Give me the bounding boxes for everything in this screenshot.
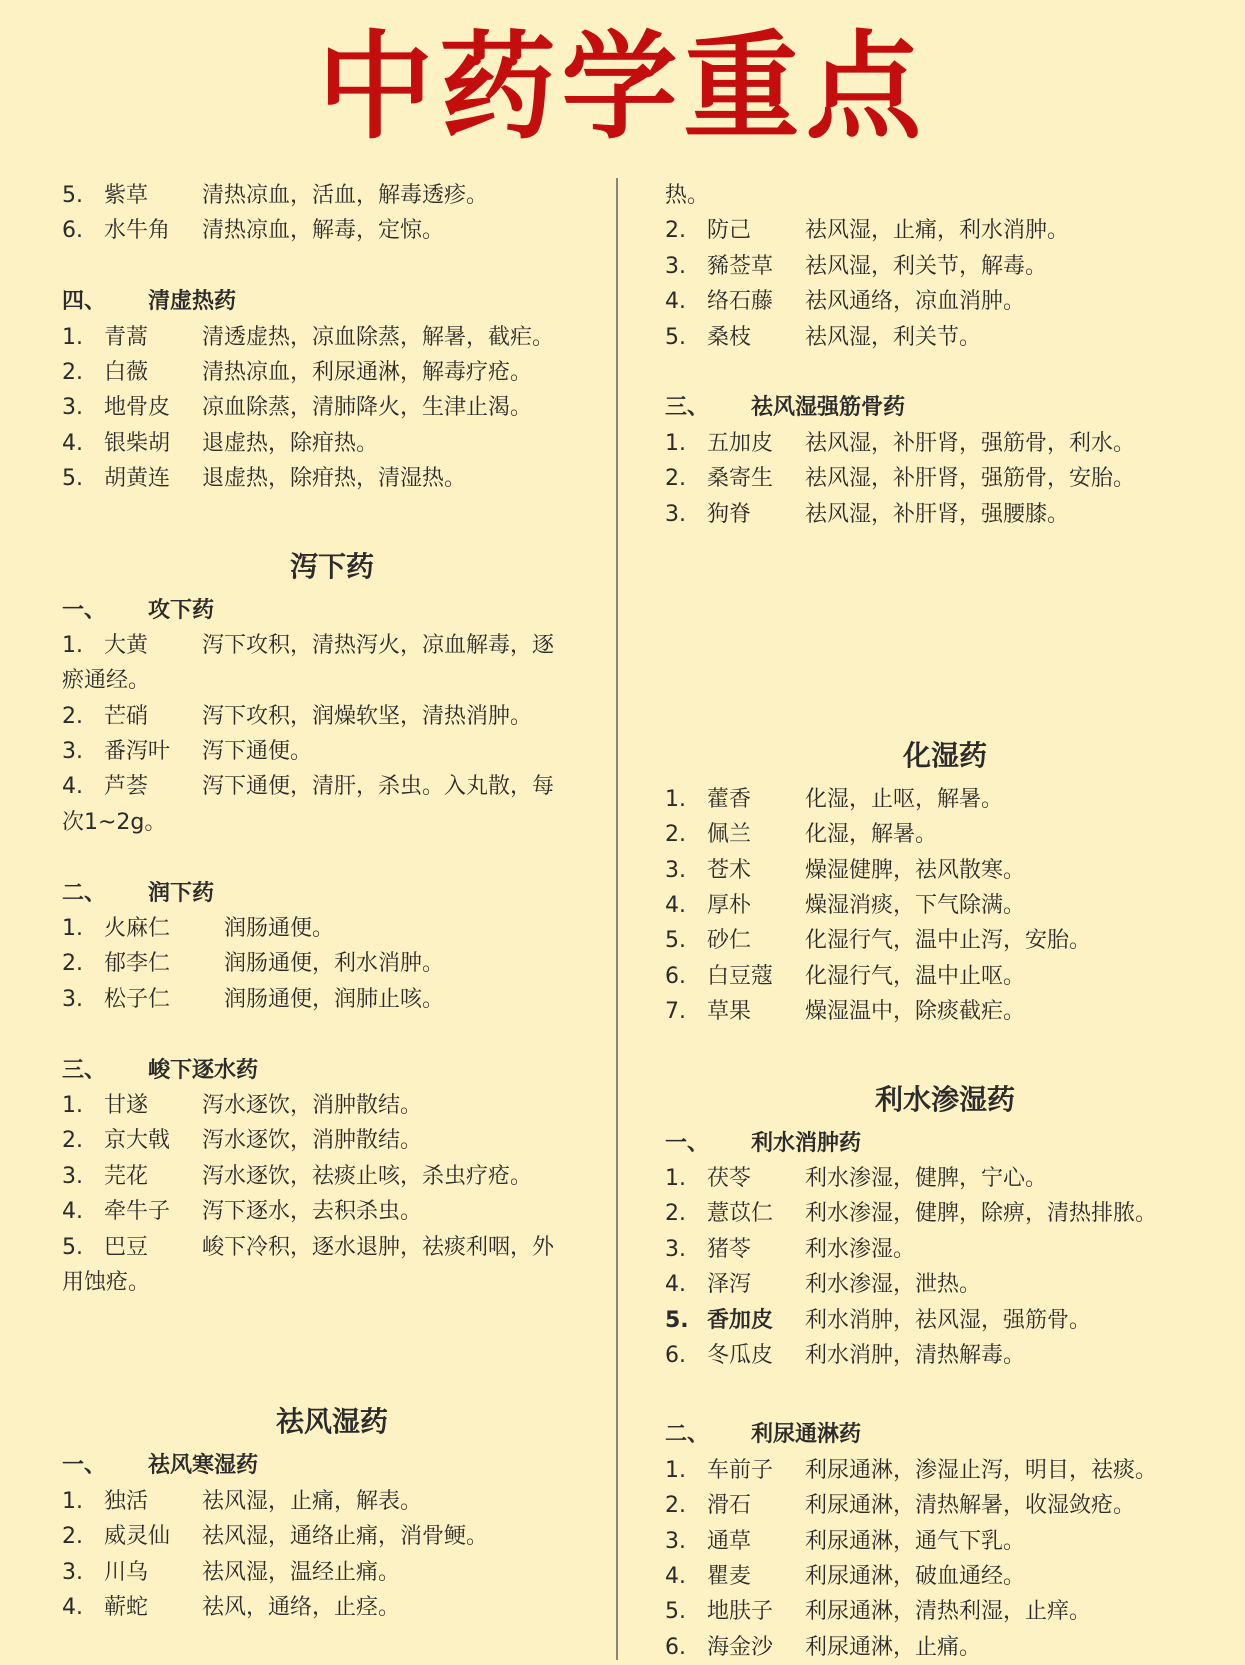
list-item: 6. 冬瓜皮 利水消肿，清热解毒。 bbox=[665, 1342, 1026, 1368]
list-item: 2. 白薇 清热凉血，利尿通淋，解毒疗疮。 bbox=[62, 359, 533, 385]
list-item: 2. 防己 祛风湿，止痛，利水消肿。 bbox=[665, 218, 1070, 244]
list-item: 5. 胡黄连 退虚热，除疳热，清湿热。 bbox=[62, 466, 467, 492]
list-item: 1. 火麻仁 润肠通便。 bbox=[62, 916, 335, 942]
list-item: 5. 桑枝 祛风湿，利关节。 bbox=[665, 324, 982, 350]
list-item: 3. 猪苓 利水渗湿。 bbox=[665, 1236, 916, 1262]
section-heading: 一、 利水消肿药 bbox=[665, 1130, 862, 1156]
list-item: 1. 五加皮 祛风湿，补肝肾，强筋骨，利水。 bbox=[665, 430, 1136, 456]
list-item: 7. 草果 燥湿温中，除痰截疟。 bbox=[665, 999, 1026, 1025]
list-item-continuation: 热。 bbox=[665, 183, 710, 208]
section-heading: 一、 祛风寒湿药 bbox=[62, 1453, 259, 1479]
category-title: 祛风湿药 bbox=[275, 1405, 388, 1439]
list-item: 3. 豨莶草 祛风湿，利关节，解毒。 bbox=[665, 253, 1048, 279]
list-item: 4. 银柴胡 退虚热，除疳热。 bbox=[62, 430, 379, 456]
list-item-continuation: 次1~2g。 bbox=[62, 809, 167, 835]
list-item: 1. 藿香 化湿，止呕，解暑。 bbox=[665, 786, 1004, 812]
section-heading: 三、 祛风湿强筋骨药 bbox=[665, 395, 906, 421]
column-divider bbox=[616, 178, 618, 1660]
list-item: 2. 薏苡仁 利水渗湿，健脾，除痹，清热排脓。 bbox=[665, 1201, 1158, 1227]
list-item: 2. 威灵仙 祛风湿，通络止痛，消骨鲠。 bbox=[62, 1524, 489, 1550]
list-item-continuation: 瘀通经。 bbox=[62, 668, 151, 694]
category-title: 利水渗湿药 bbox=[874, 1082, 1015, 1116]
section-heading: 一、 攻下药 bbox=[62, 597, 215, 623]
category-title: 泻下药 bbox=[289, 549, 374, 583]
list-item: 3. 芫花 泻水逐饮，祛痰止咳，杀虫疗疮。 bbox=[62, 1163, 533, 1189]
list-item: 2. 佩兰 化湿，解暑。 bbox=[665, 822, 938, 848]
list-item: 6. 水牛角 清热凉血，解毒，定惊。 bbox=[62, 218, 445, 244]
list-item: 3. 松子仁 润肠通便，润肺止咳。 bbox=[62, 986, 445, 1012]
list-item: 1. 甘遂 泻水逐饮，消肿散结。 bbox=[62, 1092, 423, 1118]
list-item: 5. 砂仁 化湿行气，温中止泻，安胎。 bbox=[665, 928, 1092, 954]
list-item: 3. 苍术 燥湿健脾，祛风散寒。 bbox=[665, 857, 1026, 883]
category-title: 化湿药 bbox=[902, 738, 987, 772]
list-item: 4. 泽泻 利水渗湿，泄热。 bbox=[665, 1272, 982, 1298]
list-item: 3. 川乌 祛风湿，温经止痛。 bbox=[62, 1559, 401, 1585]
list-item: 5. 地肤子 利尿通淋，清热利湿，止痒。 bbox=[665, 1599, 1092, 1625]
list-item: 3. 通草 利尿通淋，通气下乳。 bbox=[665, 1528, 1026, 1554]
list-item: 4. 厚朴 燥湿消痰，下气除满。 bbox=[665, 893, 1026, 919]
left-column bbox=[62, 178, 602, 1625]
list-item: 2. 郁李仁 润肠通便，利水消肿。 bbox=[62, 951, 445, 977]
list-item: 5. 紫草 清热凉血，活血，解毒透疹。 bbox=[62, 183, 489, 208]
list-item: 2. 滑石 利尿通淋，清热解暑，收湿敛疮。 bbox=[665, 1493, 1136, 1519]
list-item: 4. 瞿麦 利尿通淋，破血通经。 bbox=[665, 1563, 1026, 1589]
list-item: 1. 青蒿 清透虚热，凉血除蒸，解暑，截疟。 bbox=[62, 324, 555, 350]
list-item: 6. 海金沙 利尿通淋，止痛。 bbox=[665, 1634, 982, 1660]
list-item-continuation: 用蚀疮。 bbox=[62, 1269, 151, 1295]
section-heading: 二、 利尿通淋药 bbox=[665, 1422, 862, 1448]
list-item: 4. 蕲蛇 祛风，通络，止痉。 bbox=[62, 1594, 401, 1620]
list-item: 1. 大黄 泻下攻积，清热泻火，凉血解毒，逐 bbox=[62, 632, 555, 658]
list-item: 2. 京大戟 泻水逐饮，消肿散结。 bbox=[62, 1128, 423, 1154]
list-item: 5. 巴豆 峻下冷积，逐水退肿，祛痰利咽，外 bbox=[62, 1234, 555, 1260]
list-item: 1. 独活 祛风湿，止痛，解表。 bbox=[62, 1488, 423, 1514]
right-column bbox=[665, 178, 1225, 1665]
list-item: 4. 络石藤 祛风通络，凉血消肿。 bbox=[665, 289, 1026, 315]
page-title: 中药学重点 bbox=[317, 20, 928, 155]
list-item: 1. 车前子 利尿通淋，渗湿止泻，明目，祛痰。 bbox=[665, 1457, 1158, 1483]
list-item: 2. 桑寄生 祛风湿，补肝肾，强筋骨，安胎。 bbox=[665, 466, 1136, 492]
list-item: 2. 芒硝 泻下攻积，润燥软坚，清热消肿。 bbox=[62, 703, 533, 729]
list-item: 3. 狗脊 祛风湿，补肝肾，强腰膝。 bbox=[665, 501, 1070, 527]
list-item: 1. 茯苓 利水渗湿，健脾，宁心。 bbox=[665, 1166, 1048, 1192]
section-heading: 二、 润下药 bbox=[62, 880, 215, 906]
list-item: 4. 芦荟 泻下通便，清肝，杀虫。入丸散，每 bbox=[62, 774, 555, 800]
section-heading: 三、 峻下逐水药 bbox=[62, 1057, 259, 1083]
list-item-highlighted: 5. 香加皮 利水消肿，祛风湿，强筋骨。 bbox=[665, 1307, 1092, 1333]
list-item: 3. 番泻叶 泻下通便。 bbox=[62, 739, 313, 765]
list-item: 6. 白豆蔻 化湿行气，温中止呕。 bbox=[665, 963, 1026, 989]
list-item: 3. 地骨皮 凉血除蒸，清肺降火，生津止渴。 bbox=[62, 395, 533, 421]
section-heading: 四、 清虚热药 bbox=[62, 289, 237, 315]
list-item: 4. 牵牛子 泻下逐水，去积杀虫。 bbox=[62, 1199, 423, 1225]
